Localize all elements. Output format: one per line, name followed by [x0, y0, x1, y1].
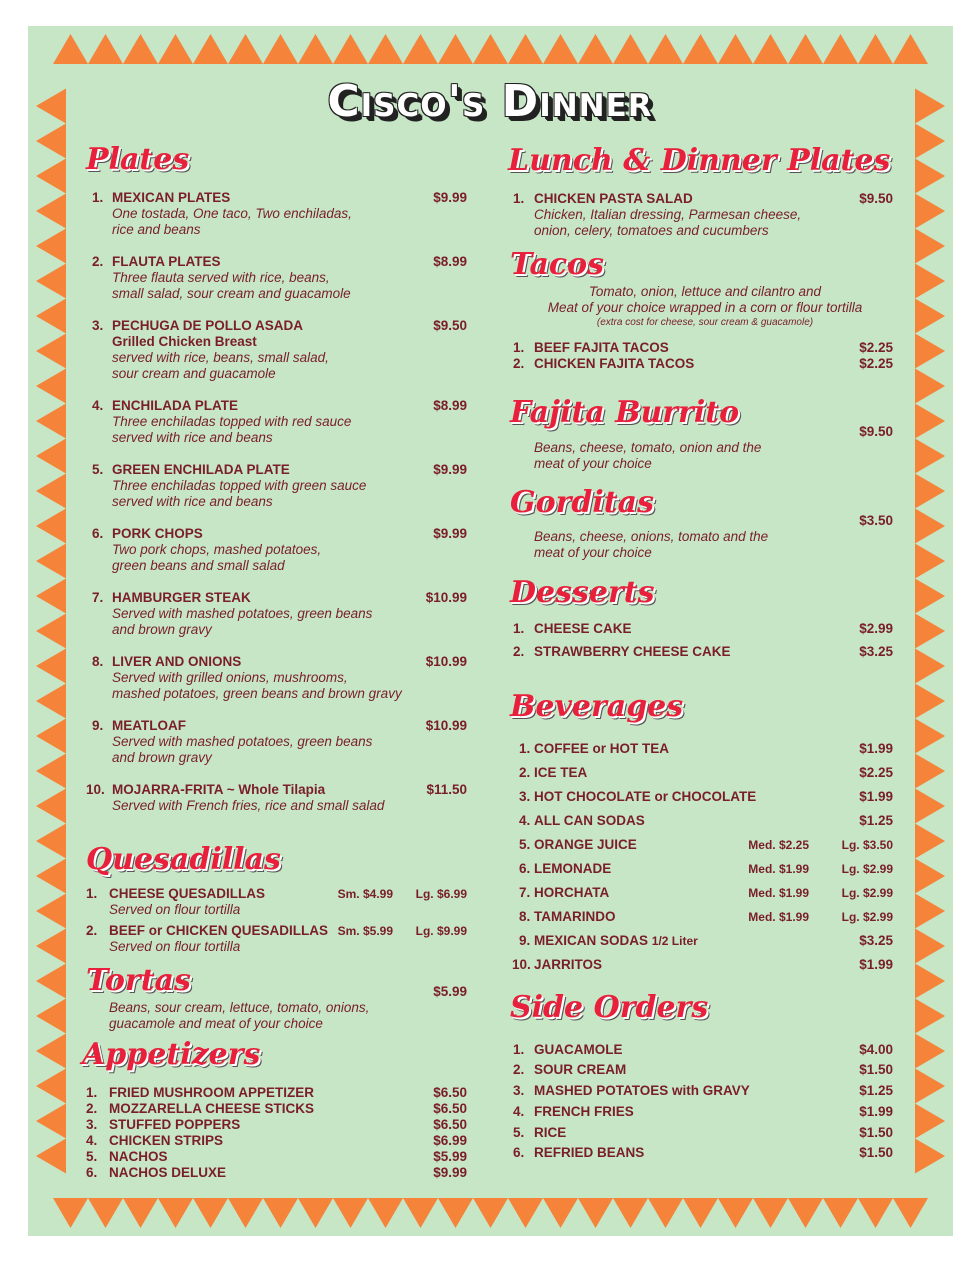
- item-name: MEXICAN SODAS: [534, 933, 649, 948]
- item-price: $9.99: [433, 462, 467, 477]
- border-triangle: [613, 34, 648, 64]
- item-name: LIVER AND ONIONS: [112, 654, 242, 669]
- border-triangle: [858, 34, 893, 64]
- item-price: $9.99: [433, 1165, 467, 1180]
- item-name: STUFFED POPPERS: [109, 1117, 241, 1132]
- item-price: $9.50: [859, 191, 893, 206]
- border-triangle: [193, 1198, 228, 1228]
- item-description: and brown gravy: [112, 622, 212, 637]
- item-name: FLAUTA PLATES: [112, 254, 221, 269]
- item-number: 6.: [86, 1165, 98, 1180]
- item-name: NACHOS DELUXE: [109, 1165, 227, 1180]
- item-name: ICE TEA: [534, 765, 588, 780]
- item-number: 1.: [513, 340, 525, 355]
- border-triangle: [648, 1198, 683, 1228]
- item-price: $10.99: [425, 654, 467, 669]
- border-triangle: [915, 159, 945, 194]
- item-number: 4.: [92, 398, 104, 413]
- item-name: STRAWBERRY CHEESE CAKE: [534, 644, 731, 659]
- item-name: MASHED POTATOES with GRAVY: [534, 1083, 750, 1098]
- item-number: 10.: [86, 782, 105, 797]
- item-number: 2.: [86, 923, 98, 938]
- border-triangle: [36, 999, 66, 1034]
- item-name: PECHUGA DE POLLO ASADA: [112, 318, 304, 333]
- item-price: $9.99: [433, 190, 467, 205]
- border-triangle: [915, 264, 945, 299]
- item-price: $1.99: [859, 789, 893, 804]
- border-triangle: [36, 544, 66, 579]
- item-number: 10.: [512, 957, 531, 972]
- border-triangle: [36, 1069, 66, 1104]
- border-triangle: [893, 34, 928, 64]
- item-price: $2.99: [859, 621, 893, 636]
- border-triangle: [915, 299, 945, 334]
- item-description: Three enchiladas topped with green sauce: [112, 478, 367, 493]
- item-description: green beans and small salad: [112, 558, 285, 573]
- tacos-intro: Meat of your choice wrapped in a corn or flour tortilla: [547, 300, 863, 315]
- border-triangle: [915, 1069, 945, 1104]
- item-description: and brown gravy: [112, 750, 212, 765]
- border-triangle: [788, 34, 823, 64]
- item-number: 7.: [519, 885, 531, 900]
- border-triangle: [915, 1104, 945, 1139]
- border-triangle: [915, 824, 945, 859]
- item-number: 3.: [86, 1117, 98, 1132]
- item-price: $1.25: [859, 1083, 893, 1098]
- border-triangle: [36, 824, 66, 859]
- border-triangle: [53, 34, 88, 64]
- item-price: $2.25: [859, 356, 893, 371]
- border-triangle: [123, 1198, 158, 1228]
- item-name: MEATLOAF: [112, 718, 186, 733]
- item-price-large: Lg. $2.99: [841, 910, 893, 924]
- item-price-large: Lg. $2.99: [841, 886, 893, 900]
- border-triangle: [915, 754, 945, 789]
- border-triangle: [36, 1139, 66, 1174]
- fajita-burrito-description: Beans, cheese, tomato, onion and the: [534, 440, 762, 455]
- item-number: 1.: [86, 1085, 98, 1100]
- gorditas-price: $3.50: [859, 513, 893, 528]
- item-price-small: Sm. $4.99: [337, 887, 393, 901]
- item-name: GREEN ENCHILADA PLATE: [112, 462, 290, 477]
- item-price: $6.50: [433, 1117, 467, 1132]
- border-triangle: [893, 1198, 928, 1228]
- border-triangle: [403, 34, 438, 64]
- item-price: $1.99: [859, 957, 893, 972]
- border-triangle: [158, 1198, 193, 1228]
- item-price: $8.99: [433, 254, 467, 269]
- item-price: $10.99: [425, 590, 467, 605]
- item-description: One tostada, One taco, Two enchiladas,: [112, 206, 352, 221]
- item-description: Three flauta served with rice, beans,: [112, 270, 330, 285]
- item-name: HORCHATA: [534, 885, 610, 900]
- item-name: JARRITOS: [534, 957, 603, 972]
- item-name: BEEF or CHICKEN QUESADILLAS: [109, 923, 329, 938]
- border-triangle: [473, 1198, 508, 1228]
- item-name: MEXICAN PLATES: [112, 190, 231, 205]
- item-name: ENCHILADA PLATE: [112, 398, 238, 413]
- page-title: Cisco's Dinner: [327, 76, 653, 127]
- item-number: 2.: [513, 644, 525, 659]
- border-triangle: [368, 34, 403, 64]
- item-price: $9.99: [433, 526, 467, 541]
- item-number: 7.: [92, 590, 104, 605]
- item-number: 4.: [513, 1104, 525, 1119]
- border-triangle: [333, 1198, 368, 1228]
- item-size-note: 1/2 Liter: [651, 934, 698, 948]
- border-triangle: [36, 789, 66, 824]
- fajita-burrito-price: $9.50: [859, 424, 893, 439]
- item-name: CHEESE QUESADILLAS: [109, 886, 266, 901]
- border-triangle: [403, 1198, 438, 1228]
- border-triangle: [915, 859, 945, 894]
- border-triangle: [823, 34, 858, 64]
- border-triangle: [36, 159, 66, 194]
- border-triangle: [915, 1034, 945, 1069]
- item-price-large: Lg. $3.50: [841, 838, 893, 852]
- border-triangle: [915, 544, 945, 579]
- item-name: TAMARINDO: [534, 909, 616, 924]
- border-triangle: [298, 34, 333, 64]
- item-number: 9.: [519, 933, 531, 948]
- item-description: rice and beans: [112, 222, 201, 237]
- item-number: 1.: [513, 1042, 525, 1057]
- item-description: Served with mashed potatoes, green beans: [112, 734, 373, 749]
- border-triangle: [36, 369, 66, 404]
- section-heading-appetizers: Appetizers: [82, 1037, 261, 1072]
- border-triangle: [915, 334, 945, 369]
- item-price: $2.25: [859, 765, 893, 780]
- item-price-medium: Med. $2.25: [748, 838, 809, 852]
- border-triangle: [543, 34, 578, 64]
- item-name: COFFEE or HOT TEA: [534, 741, 669, 756]
- item-number: 2.: [86, 1101, 98, 1116]
- item-description: onion, celery, tomatoes and cucumbers: [534, 223, 769, 238]
- item-number: 2.: [519, 765, 531, 780]
- border-triangle: [915, 1139, 945, 1174]
- item-price-medium: Med. $1.99: [748, 886, 809, 900]
- item-price-large: Lg. $9.99: [415, 924, 467, 938]
- border-triangle: [36, 264, 66, 299]
- border-triangle: [648, 34, 683, 64]
- item-price-medium: Med. $1.99: [748, 862, 809, 876]
- border-triangle: [915, 684, 945, 719]
- item-number: 8.: [519, 909, 531, 924]
- item-price: $6.50: [433, 1101, 467, 1116]
- tortas-price: $5.99: [433, 984, 467, 999]
- item-number: 1.: [513, 191, 525, 206]
- item-name: HOT CHOCOLATE or CHOCOLATE: [534, 789, 757, 804]
- item-price: $9.50: [433, 318, 467, 333]
- item-price: $8.99: [433, 398, 467, 413]
- section-heading-beverages: Beverages: [510, 689, 684, 724]
- item-price: $1.50: [859, 1062, 893, 1077]
- item-number: 6.: [92, 526, 104, 541]
- tacos-intro: Tomato, onion, lettuce and cilantro and: [588, 284, 822, 299]
- item-price: $1.50: [859, 1125, 893, 1140]
- item-name: CHICKEN STRIPS: [109, 1133, 224, 1148]
- border-triangle: [88, 34, 123, 64]
- border-triangle: [36, 509, 66, 544]
- border-triangle: [36, 404, 66, 439]
- border-triangle: [438, 34, 473, 64]
- item-number: 5.: [86, 1149, 98, 1164]
- item-number: 9.: [92, 718, 104, 733]
- item-name: CHICKEN PASTA SALAD: [534, 191, 693, 206]
- item-price-large: Lg. $6.99: [415, 887, 467, 901]
- border-triangle: [36, 684, 66, 719]
- item-name: NACHOS: [109, 1149, 168, 1164]
- item-price: $1.99: [859, 741, 893, 756]
- item-name: FRENCH FRIES: [534, 1104, 634, 1119]
- item-price: $1.25: [859, 813, 893, 828]
- item-price-large: Lg. $2.99: [841, 862, 893, 876]
- item-name: CHEESE CAKE: [534, 621, 632, 636]
- border-triangle: [36, 439, 66, 474]
- border-triangle: [915, 719, 945, 754]
- item-name: ALL CAN SODAS: [534, 813, 645, 828]
- border-triangle: [578, 34, 613, 64]
- item-price-medium: Med. $1.99: [748, 910, 809, 924]
- border-triangle: [438, 1198, 473, 1228]
- border-triangle: [36, 124, 66, 159]
- border-triangle: [36, 334, 66, 369]
- item-name-wrap: [534, 933, 698, 949]
- border-triangle: [508, 34, 543, 64]
- tacos-note: (extra cost for cheese, sour cream & guacamole): [596, 317, 814, 328]
- item-name: PORK CHOPS: [112, 526, 203, 541]
- item-description: Two pork chops, mashed potatoes,: [112, 542, 322, 557]
- border-triangle: [915, 579, 945, 614]
- section-heading-tortas: Tortas: [86, 963, 191, 998]
- item-price: $1.99: [859, 1104, 893, 1119]
- border-triangle: [36, 229, 66, 264]
- border-triangle: [915, 789, 945, 824]
- item-price: $3.25: [859, 644, 893, 659]
- border-triangle: [915, 404, 945, 439]
- item-name: FRIED MUSHROOM APPETIZER: [109, 1085, 315, 1100]
- border-triangle: [88, 1198, 123, 1228]
- border-triangle: [36, 859, 66, 894]
- border-triangle: [36, 614, 66, 649]
- item-description: mashed potatoes, green beans and brown gravy: [112, 686, 402, 701]
- item-subname: Grilled Chicken Breast: [112, 334, 257, 349]
- border-triangle: [718, 34, 753, 64]
- item-price: $5.99: [433, 1149, 467, 1164]
- border-triangle: [298, 1198, 333, 1228]
- item-price: $2.25: [859, 340, 893, 355]
- border-triangle: [915, 474, 945, 509]
- border-triangle: [718, 1198, 753, 1228]
- item-number: 1.: [519, 741, 531, 756]
- tortas-description: guacamole and meat of your choice: [109, 1016, 323, 1031]
- item-description: served with rice and beans: [112, 494, 273, 509]
- border-triangle: [915, 894, 945, 929]
- fajita-burrito-description: meat of your choice: [534, 456, 652, 471]
- item-number: 2.: [513, 356, 525, 371]
- item-number: 8.: [92, 654, 104, 669]
- border-triangle: [613, 1198, 648, 1228]
- border-triangle: [123, 34, 158, 64]
- border-triangle: [915, 649, 945, 684]
- item-number: 2.: [513, 1062, 525, 1077]
- item-price: $6.99: [433, 1133, 467, 1148]
- border-triangle: [915, 439, 945, 474]
- section-heading-tacos: Tacos: [510, 247, 605, 282]
- border-triangle: [788, 1198, 823, 1228]
- border-triangle: [36, 1034, 66, 1069]
- item-name: SOUR CREAM: [534, 1062, 627, 1077]
- border-triangle: [36, 754, 66, 789]
- border-triangle: [53, 1198, 88, 1228]
- border-triangle: [753, 1198, 788, 1228]
- item-description: Served with grilled onions, mushrooms,: [112, 670, 348, 685]
- border-triangle: [753, 34, 788, 64]
- border-triangle: [915, 194, 945, 229]
- section-heading-plates: Plates: [86, 142, 190, 177]
- border-triangle: [823, 1198, 858, 1228]
- border-triangle: [683, 1198, 718, 1228]
- item-name: HAMBURGER STEAK: [112, 590, 251, 605]
- item-price-small: Sm. $5.99: [337, 924, 393, 938]
- border-triangle: [508, 1198, 543, 1228]
- border-triangle: [543, 1198, 578, 1228]
- border-triangle: [36, 929, 66, 964]
- item-description: small salad, sour cream and guacamole: [112, 286, 351, 301]
- item-number: 3.: [92, 318, 104, 333]
- border-triangle: [915, 509, 945, 544]
- border-triangle: [915, 229, 945, 264]
- border-triangle: [683, 34, 718, 64]
- item-price: $3.25: [859, 933, 893, 948]
- item-price: $11.50: [426, 782, 467, 797]
- item-name: BEEF FAJITA TACOS: [534, 340, 669, 355]
- item-description: Three enchiladas topped with red sauce: [112, 414, 352, 429]
- item-price: $4.00: [859, 1042, 893, 1057]
- border-triangle: [578, 1198, 613, 1228]
- border-triangle: [36, 964, 66, 999]
- border-triangle: [193, 34, 228, 64]
- item-number: 5.: [513, 1125, 525, 1140]
- border-triangle: [36, 579, 66, 614]
- border-triangle: [915, 124, 945, 159]
- gorditas-description: Beans, cheese, onions, tomato and the: [534, 529, 769, 544]
- border-triangle: [36, 299, 66, 334]
- item-name: REFRIED BEANS: [534, 1145, 645, 1160]
- border-triangle: [158, 34, 193, 64]
- item-name: ORANGE JUICE: [534, 837, 637, 852]
- border-triangle: [473, 34, 508, 64]
- item-number: 5.: [92, 462, 104, 477]
- border-triangle: [36, 194, 66, 229]
- section-heading-desserts: Desserts: [510, 575, 655, 610]
- item-number: 1.: [92, 190, 104, 205]
- section-heading-quesadillas: Quesadillas: [86, 842, 281, 877]
- item-number: 2.: [92, 254, 104, 269]
- item-description: Served on flour tortilla: [109, 939, 241, 954]
- item-price: $6.50: [433, 1085, 467, 1100]
- border-triangle: [915, 964, 945, 999]
- border-triangle: [36, 474, 66, 509]
- border-triangle: [228, 1198, 263, 1228]
- item-description: Served with mashed potatoes, green beans: [112, 606, 373, 621]
- section-heading-lunch-dinner: Lunch & Dinner Plates: [508, 143, 891, 178]
- item-number: 6.: [513, 1145, 525, 1160]
- item-price: $1.50: [859, 1145, 893, 1160]
- border-triangle: [36, 894, 66, 929]
- item-number: 5.: [519, 837, 531, 852]
- item-description: served with rice, beans, small salad,: [112, 350, 329, 365]
- border-triangle: [858, 1198, 893, 1228]
- item-number: 1.: [513, 621, 525, 636]
- section-heading-side-orders: Side Orders: [510, 990, 709, 1025]
- border-triangle: [333, 34, 368, 64]
- item-name: CHICKEN FAJITA TACOS: [534, 356, 695, 371]
- item-name: MOJARRA-FRITA ~ Whole Tilapia: [112, 782, 326, 797]
- item-price: $10.99: [425, 718, 467, 733]
- item-description: Served on flour tortilla: [109, 902, 241, 917]
- section-heading-gorditas: Gorditas: [510, 485, 654, 520]
- item-description: Served with French fries, rice and small salad: [112, 798, 385, 813]
- border-triangle: [36, 719, 66, 754]
- item-description: served with rice and beans: [112, 430, 273, 445]
- item-number: 1.: [86, 886, 98, 901]
- item-number: 4.: [519, 813, 531, 828]
- border-triangle: [915, 369, 945, 404]
- border-triangle: [915, 999, 945, 1034]
- border-triangle: [368, 1198, 403, 1228]
- gorditas-description: meat of your choice: [534, 545, 652, 560]
- item-description: sour cream and guacamole: [112, 366, 276, 381]
- border-triangle: [915, 929, 945, 964]
- tortas-description: Beans, sour cream, lettuce, tomato, onions,: [109, 1000, 370, 1015]
- item-number: 4.: [86, 1133, 98, 1148]
- border-triangle: [228, 34, 263, 64]
- item-name: LEMONADE: [534, 861, 612, 876]
- item-name: RICE: [534, 1125, 567, 1140]
- item-number: 6.: [519, 861, 531, 876]
- item-name: MOZZARELLA CHEESE STICKS: [109, 1101, 315, 1116]
- border-triangle: [36, 1104, 66, 1139]
- item-name: GUACAMOLE: [534, 1042, 623, 1057]
- border-triangle: [36, 649, 66, 684]
- border-triangle: [263, 34, 298, 64]
- item-number: 3.: [519, 789, 531, 804]
- item-number: 3.: [513, 1083, 525, 1098]
- section-heading-fajita-burrito: Fajita Burrito: [510, 395, 740, 430]
- border-triangle: [915, 614, 945, 649]
- border-triangle: [263, 1198, 298, 1228]
- item-description: Chicken, Italian dressing, Parmesan cheese,: [534, 207, 802, 222]
